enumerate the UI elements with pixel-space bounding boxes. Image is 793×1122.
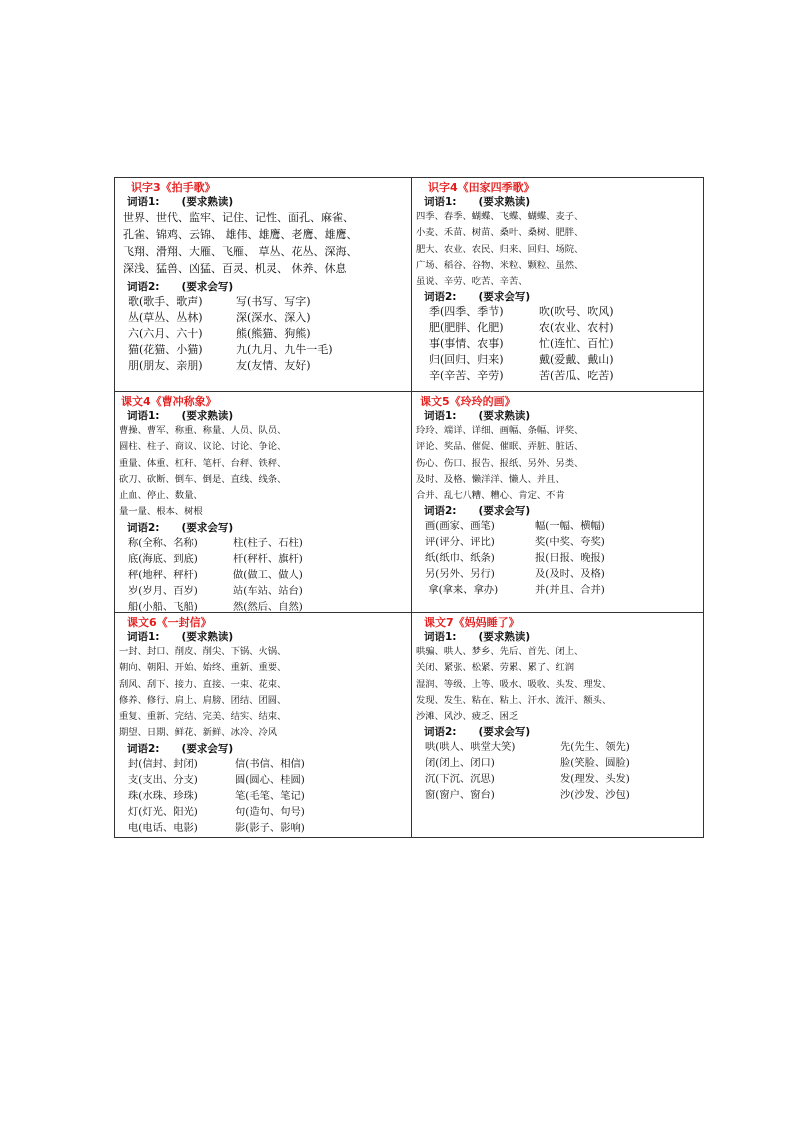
word-line: 重复、重新、完结、完美、结实、结束、 [119,711,287,723]
write-row [425,566,605,582]
word-line: 伤心、伤口、报告、报纸、另外、另类、 [416,457,584,469]
lesson-title: 识字3《拍手歌》 [131,181,216,194]
write-row [425,739,630,755]
write-word: 沙(沙发、沙包) [560,789,630,802]
write-word: 事(事情、农事) [429,337,504,351]
word-line: 肥大、农业、农民、归来、回归、场院、 [416,243,584,255]
write-words [128,535,303,613]
section-heading-read: 词语1: (要求熟读) [424,410,531,422]
write-row [425,518,605,534]
write-word: 发(理发、头发) [560,773,630,786]
write-row [128,567,303,583]
write-row [128,310,333,326]
write-words [429,304,614,384]
word-line: 关闭、紧张、松紧、劳累、累了、红润 [416,662,575,674]
section-heading-write: 词语2: (要求会写) [127,521,234,534]
word-line: 评论、奖品、催促、催眠、弄脏、脏话、 [416,441,584,453]
read-words [416,644,699,725]
cell-kewen7 [412,613,704,838]
section-heading-read: 词语1: (要求熟读) [127,631,234,643]
word-line: 期望、日期、鲜花、新鲜、冰冷、冷风 [119,727,278,739]
read-words [119,209,407,277]
write-word: 忙(连忙、百忙) [539,337,614,351]
write-row [128,326,333,342]
cell-kewen5 [412,392,704,613]
write-word: 深(深水、深入) [236,311,311,324]
read-words [416,423,699,504]
section-heading-write: 词语2: (要求会写) [424,726,531,739]
write-row [128,535,303,551]
word-line: 深浅、猛兽、凶猛、百灵、机灵、 休养、休息 [123,262,347,275]
write-word: 拿(拿来、拿办) [425,584,499,597]
write-row [429,368,614,384]
word-line: 发现、发生、粘在、粘上、汗水、流汗、额头、 [416,694,612,706]
write-word: 笔(毛笔、笔记) [235,789,305,802]
word-line: 刮风、刮下、接力、直接、一束、花束、 [119,678,287,690]
word-list-table [114,177,704,838]
write-word: 封(信封、封闭) [128,757,198,770]
write-word: 杆(秤杆、旗杆) [233,552,303,565]
word-line: 合并、乱七八糟、糟心、肯定、不肯 [416,490,565,502]
word-line: 小麦、禾苗、树苗、桑叶、桑树、肥胖、 [416,227,584,239]
write-word: 并(并且、合并) [535,584,605,597]
write-row [425,534,605,550]
write-word: 纸(纸巾、纸条) [425,552,495,565]
write-row [425,755,630,771]
word-line: 量一量、根本、树根 [119,506,203,518]
write-word: 做(做工、做人) [233,568,303,581]
write-word: 秤(地秤、秤杆) [128,568,198,581]
write-word: 猫(花猫、小猫) [128,343,203,356]
write-word: 评(评分、评比) [425,536,495,549]
write-word: 友(友情、友好) [236,359,311,372]
write-row [128,599,303,613]
write-word: 沉(下沉、沉思) [425,773,495,786]
write-word: 苦(苦瓜、吃苦) [539,369,614,383]
cell-kewen6 [115,613,412,838]
write-row [128,551,303,567]
write-row [425,787,630,803]
word-line: 止血、停止、数量、 [119,490,203,502]
write-words [425,518,605,598]
word-line: 广场、稻谷、谷物、米粒、颗粒、虽然、 [416,259,584,271]
write-word: 称(全称、名称) [128,536,198,549]
write-word: 归(回归、归来) [429,353,504,367]
word-line: 飞翔、滑翔、大雁、飞雁、 草丛、花丛、深海、 [123,245,358,258]
write-row [128,358,333,374]
word-line: 沙滩、风沙、疲乏、困乏 [416,711,519,723]
write-words [128,294,333,374]
write-row [429,304,614,320]
write-word: 支(支出、分支) [128,773,198,786]
lesson-title: 课文5《玲玲的画》 [420,395,516,408]
word-line: 朝向、朝阳、开始、始终、重新、重要、 [119,662,287,674]
write-word: 朋(朋友、亲朋) [128,359,203,372]
write-word: 句(造句、句号) [235,805,305,818]
read-words [119,423,407,521]
lesson-title: 课文6《一封信》 [127,616,212,629]
section-heading-write: 词语2: (要求会写) [424,505,531,518]
write-word: 农(农业、农村) [539,321,614,335]
write-word: 船(小船、飞船) [128,600,198,613]
read-words [416,209,699,290]
write-row [425,771,630,787]
write-words [128,756,305,836]
write-row [425,550,605,566]
section-heading-read: 词语1: (要求熟读) [424,631,531,643]
word-line: 世界、世代、监牢、记住、记性、面孔、麻雀、 [123,211,354,224]
word-line: 修养、修行、肩上、肩膀、团结、团圆、 [119,694,287,706]
write-row [128,294,333,310]
write-row [128,772,305,788]
write-word: 报(日报、晚报) [535,552,605,565]
write-row [429,320,614,336]
write-word: 丛(草丛、丛林) [128,311,203,324]
write-word: 哄(哄人、哄堂大笑) [425,741,516,754]
write-word: 六(六月、六十) [128,327,203,340]
write-word: 站(车站、站台) [233,584,303,597]
section-heading-write: 词语2: (要求会写) [127,742,234,755]
write-word: 先(先生、领先) [560,741,630,754]
write-word: 闭(闭上、闭口) [425,757,495,770]
cell-kewen4 [115,392,412,613]
write-word: 辛(辛苦、辛劳) [429,369,504,383]
word-line: 孔雀、锦鸡、云锦、 雄伟、雄鹰、老鹰、雄鹰、 [123,228,358,241]
write-row [128,756,305,772]
lesson-title: 课文4《曹冲称象》 [121,395,217,408]
lesson-title: 课文7《妈妈睡了》 [424,616,520,629]
write-row [128,342,333,358]
word-line: 湿润、等级、上等、吸水、吸收、头发、理发、 [416,678,612,690]
read-words [119,644,407,742]
cell-shizi3 [115,178,412,392]
write-word: 柱(柱子、石柱) [233,536,303,549]
write-row [128,804,305,820]
write-word: 然(然后、自然) [233,600,303,613]
write-row [128,788,305,804]
write-word: 九(九月、九牛一毛) [236,343,333,356]
write-word: 幅(一幅、横幅) [535,520,605,533]
section-heading-read: 词语1: (要求熟读) [424,196,531,208]
write-row [429,336,614,352]
write-row [128,583,303,599]
write-word: 及(及时、及格) [535,568,605,581]
write-word: 画(画家、画笔) [425,520,495,533]
write-word: 影(影子、影响) [235,821,305,834]
write-word: 窗(窗户、窗台) [425,789,495,802]
word-line: 砍刀、砍断、倒车、倒是、直线、线条、 [119,473,287,485]
write-row [429,352,614,368]
write-word: 珠(水珠、珍珠) [128,789,198,802]
lesson-title: 识字4《田家四季歌》 [428,181,535,194]
section-heading-read: 词语1: (要求熟读) [127,410,234,422]
section-heading-write: 词语2: (要求会写) [127,281,234,293]
word-line: 哄骗、哄人、梦乡、先后、首先、闭上、 [416,646,584,657]
write-word: 底(海底、到底) [128,552,198,565]
write-word: 脸(笑脸、圆脸) [560,757,630,770]
write-word: 戴(爱戴、戴山) [539,353,614,367]
word-line: 一封、封口、削皮、削尖、下锅、火锅、 [119,646,287,657]
write-word: 写(书写、写字) [236,295,311,308]
word-line: 圆柱、柱子、商议、议论、讨论、争论、 [119,441,287,453]
write-word: 歌(歌手、歌声) [128,295,203,308]
write-word: 岁(岁月、百岁) [128,584,198,597]
word-line: 重量、体重、杠秆、笔杆、台秤、铁秤、 [119,457,287,469]
word-line: 及时、及格、懒洋洋、懒人、并且、 [416,473,565,485]
write-word: 灯(灯光、阳光) [128,805,198,818]
write-word: 吹(吹号、吹风) [539,305,614,319]
word-line: 曹操、曹军、称重、称量、人员、队员、 [119,425,287,436]
write-word: 另(另外、另行) [425,568,495,581]
write-row [128,820,305,836]
write-row [425,582,605,598]
write-word: 信(书信、相信) [235,757,305,770]
section-heading-write: 词语2: (要求会写) [424,291,531,304]
word-line: 玲玲、端详、详细、画幅、条幅、评奖、 [416,425,584,436]
write-word: 熊(熊猫、狗熊) [236,327,311,340]
section-heading-read: 词语1: (要求熟读) [127,196,234,208]
write-word: 季(四季、季节) [429,305,504,319]
write-word: 圆(圆心、桂圆) [235,773,305,786]
write-word: 电(电话、电影) [128,821,198,834]
write-words [425,739,630,803]
word-line: 虽说、辛劳、吃苦、辛苦、 [416,276,528,288]
word-line: 四季、春季、蝴蝶、飞蝶、蝴蝶、麦子、 [416,211,584,222]
cell-shizi4 [412,178,704,392]
write-word: 肥(肥胖、化肥) [429,321,504,335]
write-word: 奖(中奖、夸奖) [535,536,605,549]
